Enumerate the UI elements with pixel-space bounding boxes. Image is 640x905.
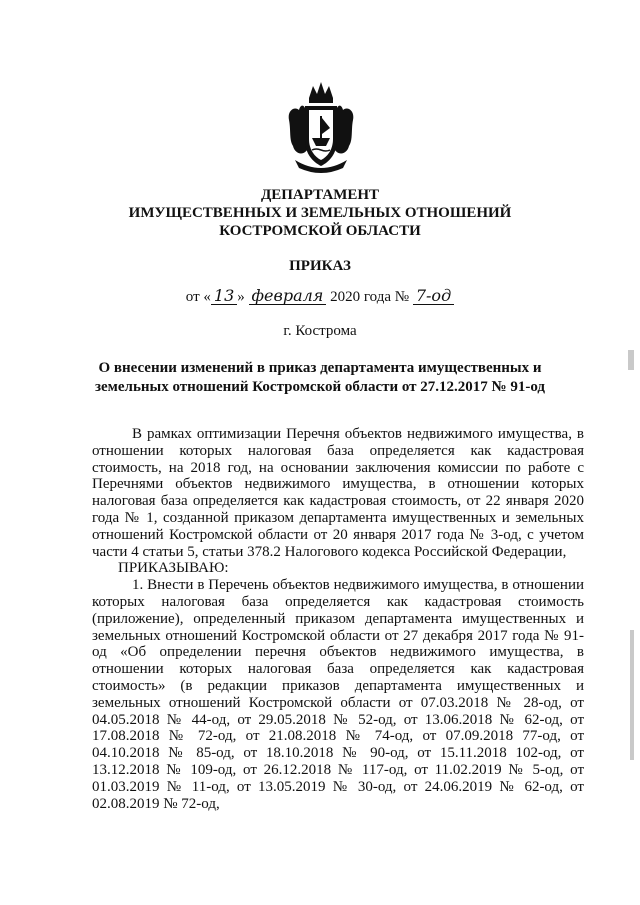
subject-line-2: земельных отношений Костромской области от 27.12.2017 № 91-од: [94, 379, 546, 395]
date-day: 13: [211, 288, 237, 305]
subject-line-1: О внесении изменений в приказ департамента имущественных и: [98, 360, 542, 376]
date-mid: »: [237, 289, 245, 305]
order-number: 7-од: [413, 288, 454, 305]
department-line-1: ДЕПАРТАМЕНТ: [260, 187, 380, 203]
date-month: февраля: [249, 288, 327, 305]
order-date-line: [0, 288, 640, 306]
body-command: ПРИКАЗЫВАЮ:: [118, 560, 229, 577]
order-body: [92, 426, 584, 812]
body-paragraph-item-1: 1. Внести в Перечень объектов недвижимого имущества, в отношении которых налоговая база определяется как кадастровая стоимость (приложение), определенный приказом департамента имущественных и земельных отношений Костромской области от 27 декабря 2017 года № 91-од «Об определении перечня объектов недвижимого имущества, в отношении которых налоговая база определяется как кадастровая стоимость» (в редакции приказов департамента имущественных и земельных отношений Костромской области от 07.03.2018 № 28-од, от 04.05.2018 № 44-од, от 29.05.2018 № 52-од, от 13.06.2018 № 62-од, от 17.08.2018 № 72-од, от 21.08.2018 № 74-од, от 07.09.2018 77-од, от 04.10.2018 № 85-од, от 18.10.2018 № 90-од, от 15.11.2018 102-од, от 13.12.2018 № 109-од, от 26.12.2018 № 117-од, от 11.02.2019 № 5-од, от 01.03.2019 № 11-од, от 13.05.2019 № 30-од, от 24.06.2019 № 62-од, от 02.08.2019 № 72-од,: [92, 577, 584, 812]
department-line-2: ИМУЩЕСТВЕННЫХ И ЗЕМЕЛЬНЫХ ОТНОШЕНИЙ: [128, 205, 512, 221]
department-line-3: КОСТРОМСКОЙ ОБЛАСТИ: [219, 223, 421, 239]
date-year: 2020 года №: [330, 289, 410, 305]
body-paragraph-preamble: В рамках оптимизации Перечня объектов недвижимого имущества, в отношении которых налоговая база определяется как кадастровая стоимость, на 2018 год, на основании заключения комиссии по работе с Перечнями объектов недвижимого имущества, в отношении которых налоговая база определяется как кадастровая стоимость, от 22 января 2020 года № 1, созданной приказом департамента имущественных и земельных отношений Костромской области от 20 января 2017 года № 3-од, с учетом части 4 статьи 5, статьи 378.2 Налогового кодекса Российской Федерации,: [92, 426, 584, 560]
date-prefix: от «: [185, 289, 211, 305]
scan-mark: [630, 630, 634, 760]
coat-of-arms-icon: [285, 80, 357, 176]
scan-mark: [628, 350, 634, 370]
order-title: ПРИКАЗ: [289, 258, 351, 274]
order-subject: [0, 359, 640, 397]
city: г. Кострома: [283, 323, 357, 339]
department-name: [0, 186, 640, 240]
